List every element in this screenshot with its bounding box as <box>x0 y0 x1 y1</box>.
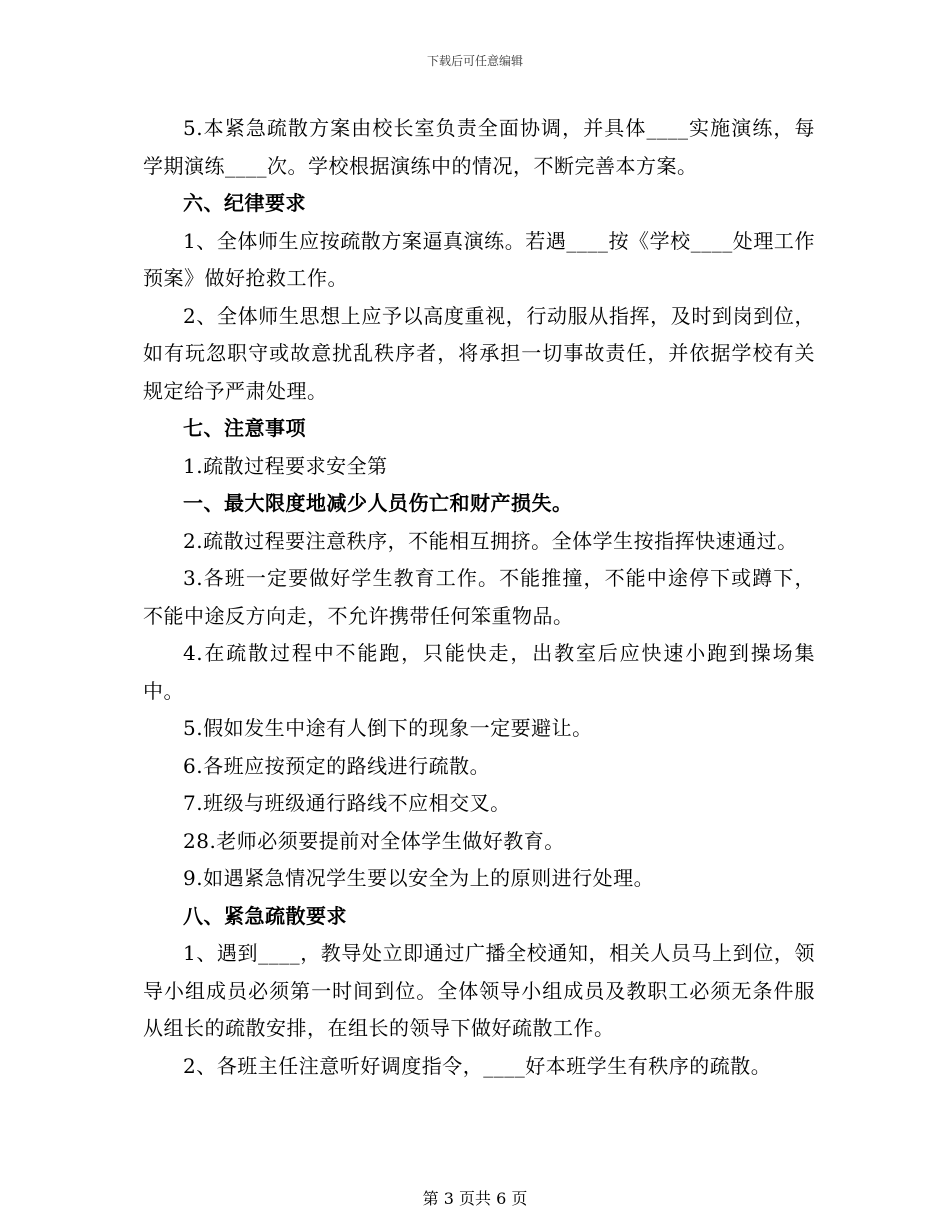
paragraph-notes-5: 5.假如发生中途有人倒下的现象一定要避让。 <box>183 716 593 740</box>
paragraph-discipline-2: 2、全体师生思想上应予以高度重视，行动服从指挥，及时到岗到位，如有玩忽职守或故意扰乱秩序者，将承担一切事故责任，并依据学校有关规定给予严肃处理。 <box>143 303 815 403</box>
paragraph-notes-3: 3.各班一定要做好学生教育工作。不能推撞，不能中途停下或蹲下，不能中途反方向走，不允许携带任何笨重物品。 <box>143 566 815 628</box>
paragraph-notes-8: 28.老师必须要提前对全体学生做好教育。 <box>183 828 565 853</box>
paragraph-notes-6: 6.各班应按预定的路线进行疏散。 <box>183 753 491 778</box>
document-body <box>143 110 815 1085</box>
paragraph-notes-1-bold: 一、最大限度地减少人员伤亡和财产损失。 <box>183 491 573 515</box>
section-heading-discipline: 六、纪律要求 <box>183 191 306 215</box>
paragraph-notes-7: 7.班级与班级通行路线不应相交叉。 <box>183 791 511 815</box>
paragraph-notes-1: 1.疏散过程要求安全第 <box>183 453 388 478</box>
paragraph-evacuation-2: 2、各班主任注意听好调度指令，____好本班学生有秩序的疏散。 <box>183 1053 772 1078</box>
section-heading-notes: 七、注意事项 <box>183 416 306 440</box>
paragraph-5-coordination: 5.本紧急疏散方案由校长室负责全面协调，并具体____实施演练，每学期演练____次。学校根据演练中的情况，不断完善本方案。 <box>143 116 815 178</box>
paragraph-discipline-1: 1、全体师生应按疏散方案逼真演练。若遇____按《学校____处理工作预案》做好抢救工作。 <box>143 228 815 290</box>
paragraph-notes-2: 2.疏散过程要注意秩序，不能相互拥挤。全体学生按指挥快速通过。 <box>183 528 798 553</box>
section-heading-evacuation: 八、紧急疏散要求 <box>183 903 347 928</box>
paragraph-evacuation-1: 1、遇到____，教导处立即通过广播全校通知，相关人员马上到位，领导小组成员必须第一时间到位。全体领导小组成员及教职工必须无条件服从组长的疏散安排，在组长的领导下做好疏散工作。 <box>143 941 815 1040</box>
paragraph-notes-4: 4.在疏散过程中不能跑，只能快走，出教室后应快速小跑到操场集中。 <box>143 641 815 703</box>
page-footer: 第 3 页共 6 页 <box>422 1189 528 1208</box>
paragraph-notes-9: 9.如遇紧急情况学生要以安全为上的原则进行处理。 <box>183 866 655 890</box>
page-header: 下载后可任意编辑 <box>426 54 523 68</box>
